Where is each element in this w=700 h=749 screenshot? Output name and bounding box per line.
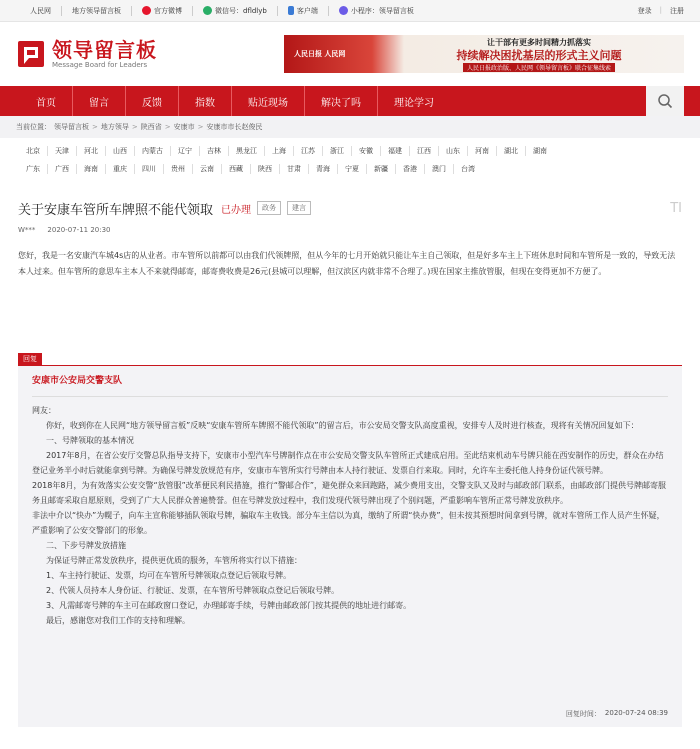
top-utility-bar: [0, 0, 700, 22]
region-link[interactable]: 江苏: [294, 146, 323, 156]
region-link[interactable]: 湖北: [497, 146, 526, 156]
region-link[interactable]: 河北: [77, 146, 106, 156]
region-link[interactable]: 黑龙江: [229, 146, 265, 156]
region-row: [20, 142, 680, 160]
region-link[interactable]: 安徽: [352, 146, 381, 156]
reply-paragraph: 3、凡需邮寄号牌的车主可在邮政窗口登记，办理邮寄手续，号牌由邮政部门按其提供的地址进行邮寄。: [46, 601, 412, 610]
region-link[interactable]: 广东: [20, 164, 48, 174]
region-link[interactable]: 天津: [48, 146, 77, 156]
message-meta: [0, 226, 700, 234]
reply-paragraph: 2018年8月，为有效落实公安交警“放管服”改革便民利民措施，推行“警邮合作”，避免群众来回跑路，减少费用支出，交警支队又及时与邮政部门联系，由邮政部门提供号牌邮寄服务且邮寄采取自愿原则，受到了广大人民群众普遍赞誉。但在号牌发放过程中，我们发现代领号牌出现了个别问题，严重影响车管所正常号牌发放秩序。: [32, 481, 667, 505]
region-link[interactable]: 陕西: [251, 164, 280, 174]
reply-paragraph: 2017年8月，在省公安厅交警总队指导支持下，安康市小型汽车号牌制作点在市公安局交警支队车管所正式建成启用。至此结束机动车号牌只能在西安制作的历史，群众在办结登记业务半小时后就能拿到号牌。为确保号牌发放规范有序，安康市车管所实行号牌由本人持行驶证、发票自行来取。同时，允许车主委托他人持身份证代领号牌。: [32, 451, 664, 475]
top-link-wechat[interactable]: 微信号：dfldlyb: [193, 6, 278, 16]
nav-onsite[interactable]: 贴近现场: [232, 86, 305, 116]
region-link[interactable]: 香港: [396, 164, 425, 174]
breadcrumb-sep: >: [131, 123, 138, 131]
message-body: 您好，我是一名安康汽车城4s店的从业者。市车管所以前都可以由我们代领牌照，但从今年的七月开始就只能让车主自己领取，但是好多车主上下班休息时间和车管所是一致的，导致无法本人过来。但车管所的意思车主本人不来就得邮寄，邮寄费收费是26元(县城可以理解，但汉滨区内就非常不合理了。)现在国家主推放管服，但现在变得更加不方便了。: [18, 251, 676, 276]
phone-icon: [288, 6, 294, 15]
breadcrumb-item[interactable]: 地方领导: [100, 123, 129, 131]
reply-time: [566, 709, 668, 719]
region-link[interactable]: 海南: [77, 164, 106, 174]
reply-paragraph: 1、车主持行驶证、发票，均可在车管所号牌领取点登记后领取号牌。: [46, 571, 292, 580]
region-link[interactable]: 贵州: [164, 164, 193, 174]
reply-paragraph: 你好，收到你在人民网“地方领导留言板”反映“安康车管所车牌照不能代领取”的留言后，市公安局交警支队高度重视，安排专人及时进行核查，现将有关情况回复如下：: [46, 421, 639, 430]
banner-line-2: 持续解决困扰基层的形式主义问题: [456, 48, 622, 62]
top-link-mini-program[interactable]: 小程序：领导留言板: [329, 6, 424, 16]
search-icon: [657, 93, 673, 109]
nav-messages[interactable]: 留言: [73, 86, 126, 116]
region-link[interactable]: 新疆: [367, 164, 396, 174]
reply-paragraph: 2、代领人员持本人身份证、行驶证、发票，在车管所号牌领取点登记后领取号牌。: [46, 586, 340, 595]
region-link[interactable]: 重庆: [106, 164, 135, 174]
nav-resolved[interactable]: 解决了吗: [305, 86, 378, 116]
region-link[interactable]: 山东: [439, 146, 468, 156]
reply-organization: 安康市公安局交警支队: [32, 376, 123, 386]
region-link[interactable]: 广西: [48, 164, 77, 174]
region-link[interactable]: 内蒙古: [135, 146, 171, 156]
reply-paragraph: 最后，感谢您对我们工作的支持和理解。: [46, 616, 190, 625]
region-link[interactable]: 福建: [381, 146, 410, 156]
reply-paragraph: 一、号牌领取的基本情况: [46, 436, 134, 445]
region-link[interactable]: 云南: [193, 164, 222, 174]
logo-title: 领导留言板: [52, 38, 157, 62]
nav-theory[interactable]: 理论学习: [394, 97, 434, 109]
top-links: [16, 6, 424, 16]
mini-program-icon: [339, 6, 348, 15]
region-link[interactable]: 澳门: [425, 164, 454, 174]
logo-icon: [16, 39, 46, 69]
logo-subtitle: Message Board for Leaders: [52, 61, 148, 69]
main-nav: [0, 86, 700, 116]
nav-home[interactable]: 首页: [20, 86, 73, 116]
region-link[interactable]: 上海: [265, 146, 294, 156]
region-link[interactable]: 甘肃: [280, 164, 309, 174]
message-title: 关于安康车管所车牌照不能代领取: [18, 202, 214, 218]
reply-paragraph: 为保证号牌正常发放秩序，提供更优质的服务，车管所将实行以下措施：: [46, 556, 302, 565]
auth-divider: |: [659, 5, 662, 14]
region-link[interactable]: 江西: [410, 146, 439, 156]
reply-time-label: 回复时间：: [565, 710, 601, 718]
reply-label: 回复: [18, 353, 42, 365]
reply-time-value: 2020-07-24 08:39: [604, 709, 668, 717]
weibo-icon: [142, 6, 151, 15]
reply-paragraph: 二、下步号牌发放措施: [46, 541, 126, 550]
nav-feedback[interactable]: 反馈: [126, 86, 179, 116]
reply-paragraph: 网友：: [32, 406, 56, 415]
login-link[interactable]: 登录: [637, 6, 652, 15]
region-link[interactable]: 西藏: [222, 164, 251, 174]
type-tag[interactable]: 建言: [287, 201, 311, 215]
breadcrumb-item[interactable]: 领导留言板: [54, 123, 89, 131]
region-link[interactable]: 宁夏: [338, 164, 367, 174]
message-time: 2020-07-11 20:30: [47, 226, 111, 234]
site-logo[interactable]: [16, 39, 157, 69]
wechat-icon: [203, 6, 212, 15]
banner-brand: 人民日报 人民网: [294, 50, 346, 58]
breadcrumb-sep: >: [92, 123, 98, 131]
breadcrumb-sep: >: [197, 123, 204, 131]
register-link[interactable]: 注册: [670, 6, 684, 15]
region-row: [20, 160, 680, 178]
breadcrumb-item[interactable]: 陕西省: [140, 123, 162, 131]
status-badge: 已办理: [221, 204, 252, 216]
breadcrumb-sep: >: [164, 123, 171, 131]
region-link[interactable]: 吉林: [200, 146, 229, 156]
promo-banner[interactable]: [284, 35, 684, 73]
top-link-weibo[interactable]: 官方微博: [132, 6, 193, 16]
region-link[interactable]: 台湾: [461, 165, 475, 173]
nav-index[interactable]: 指数: [179, 86, 232, 116]
message-author: W***: [18, 226, 36, 234]
region-link[interactable]: 河南: [468, 146, 497, 156]
top-link-app[interactable]: 客户端: [278, 6, 329, 16]
region-link[interactable]: 浙江: [323, 146, 352, 156]
top-link-board[interactable]: 地方领导留言板: [62, 6, 132, 16]
region-link[interactable]: 四川: [135, 164, 164, 174]
site-header: [0, 22, 700, 86]
logo-text: [52, 39, 157, 69]
reply-paragraph: 非法中介以“快办”为幌子，向车主宣称能够插队领取号牌，骗取车主收钱。部分车主信以为真，缴纳了所谓“快办费”，但未按其预想时间拿到号牌，就对车管所工作人员产生怀疑，严重影响了公安交警部门的形象。: [32, 511, 665, 535]
region-list: [0, 138, 700, 178]
region-link[interactable]: 山西: [106, 146, 135, 156]
region-link[interactable]: 湖南: [533, 147, 547, 155]
breadcrumb: [0, 116, 700, 138]
message-header: [0, 198, 700, 218]
reply-box: [18, 365, 682, 727]
banner-text: [394, 37, 684, 72]
reply-divider: [32, 396, 668, 397]
corner-mark: TI: [670, 200, 682, 216]
breadcrumb-prefix: 当前位置：: [16, 123, 51, 131]
category-tag[interactable]: 政务: [257, 201, 281, 215]
breadcrumb-item[interactable]: 安康市: [173, 123, 195, 131]
banner-line-1: 让干部有更多时间精力抓落实: [487, 37, 591, 47]
search-button[interactable]: [646, 86, 684, 116]
auth-links: [638, 6, 684, 16]
top-link-people[interactable]: 人民网: [16, 6, 62, 16]
region-link[interactable]: 青海: [309, 164, 338, 174]
region-link[interactable]: 辽宁: [171, 146, 200, 156]
banner-line-3: 人民日报政治版、人民网《领导留言板》联合征集线索: [463, 63, 615, 72]
breadcrumb-item[interactable]: 安康市市长赵俊民: [206, 123, 263, 131]
region-link[interactable]: 北京: [20, 146, 48, 156]
